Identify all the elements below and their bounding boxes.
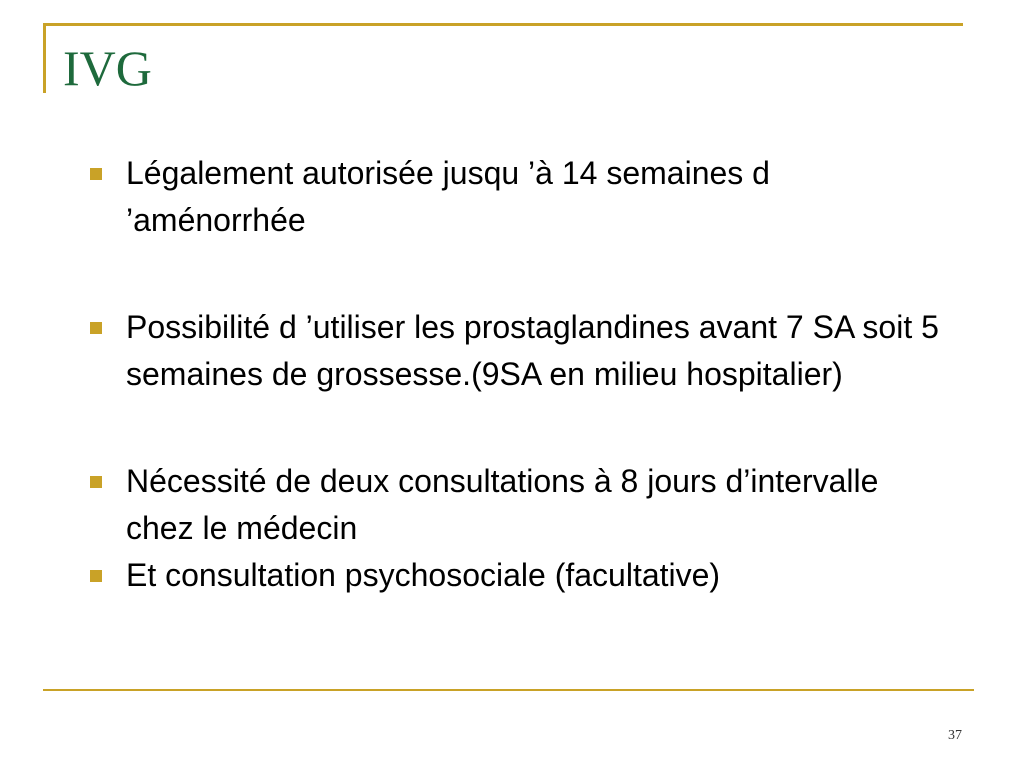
square-bullet-icon: [90, 168, 102, 180]
bullet-item: [88, 304, 948, 398]
bottom-rule: [43, 689, 974, 691]
square-bullet-icon: [90, 570, 102, 582]
left-rule: [43, 23, 46, 93]
bullet-list: [88, 150, 948, 599]
slide-title: IVG: [63, 40, 152, 96]
square-bullet-icon: [90, 322, 102, 334]
square-bullet-icon: [90, 476, 102, 488]
bullet-item: [88, 458, 948, 552]
bullet-text: Et consultation psychosociale (facultative): [126, 557, 721, 593]
top-rule: [43, 23, 963, 26]
page-number: 37: [948, 728, 962, 743]
bullet-text: Légalement autorisée jusqu ’à 14 semaines d ’aménorrhée: [126, 155, 770, 238]
bullet-item: [88, 552, 948, 599]
bullet-item: [88, 150, 948, 244]
bullet-text: Nécessité de deux consultations à 8 jours d’intervalle chez le médecin: [126, 463, 879, 546]
bullet-text: Possibilité d ’utiliser les prostaglandines avant 7 SA soit 5 semaines de grossesse.(9SA en milieu hospitalier): [126, 309, 939, 392]
